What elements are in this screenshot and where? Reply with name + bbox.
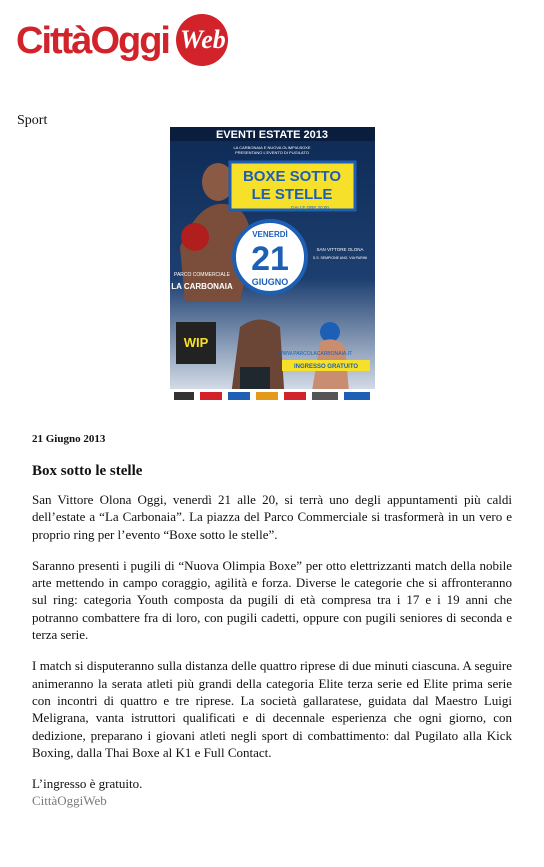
logo-text: CittàOggi bbox=[16, 20, 169, 62]
poster-title-2: LE STELLE bbox=[251, 186, 333, 203]
article-title: Box sotto le stelle bbox=[32, 463, 143, 479]
poster-title-1: BOXE SOTTO bbox=[242, 168, 342, 185]
poster-day-name: VENERDÌ bbox=[252, 230, 288, 239]
article-paragraph: Saranno presenti i pugili di “Nuova Olimpia Boxe” per otto elettrizzanti match della nobile arte mettendo in campo coraggio, agilità e forza. Diverse le categorie che si affronteranno sul ring: categoria Youth composta da pugili di età compresa tra i 17 e i 19 anni che potranno combattere fra di loro, con pugili cadetti, oppure con pugili seniores di seconda e terza serie. bbox=[32, 557, 512, 643]
poster-time: DALLE ORE 20:00 bbox=[291, 205, 329, 210]
site-logo[interactable] bbox=[16, 12, 246, 70]
poster-month: GIUGNO bbox=[251, 277, 289, 287]
poster-subline-1: LA CARBONAIA E NUOVA OLIMPIA BOXE bbox=[233, 145, 311, 150]
poster-website: WWW.PARCOLACARBONAIA.IT bbox=[277, 351, 353, 357]
article-signature: CittàOggiWeb bbox=[32, 793, 107, 808]
poster-subline-2: PRESENTANO L'EVENTO DI PUGILATO bbox=[235, 150, 309, 155]
article-paragraph: L’ingresso è gratuito. bbox=[32, 776, 143, 792]
poster-banner: EVENTI ESTATE 2013 bbox=[215, 129, 329, 141]
poster-day-number: 21 bbox=[251, 240, 289, 278]
event-poster bbox=[170, 127, 375, 403]
poster-venue: LA CARBONAIA bbox=[171, 282, 233, 291]
logo-suffix: Web bbox=[180, 25, 226, 54]
article-paragraph: San Vittore Olona Oggi, venerdì 21 alle 20, si terrà uno degli appuntamenti più caldi dell’estate a “La Carbonaia”. La piazza del Parco Commerciale si trasformerà in un vero e proprio ring per l’evento “Boxe sotto le stelle”. bbox=[32, 492, 512, 542]
poster-graphic bbox=[170, 127, 375, 403]
poster-venue-small: PARCO COMMERCIALE bbox=[173, 272, 231, 278]
poster-address: S.S. SEMPIONE ANG. VIA PARINI bbox=[312, 256, 368, 260]
article-body bbox=[32, 491, 512, 806]
poster-location: SAN VITTORE OLONA bbox=[316, 247, 364, 252]
poster-badge: WIP bbox=[183, 335, 209, 350]
section-label[interactable]: Sport bbox=[17, 113, 48, 128]
article-paragraph: I match si disputeranno sulla distanza delle quattro riprese di due minuti ciascuna. A seguire animeranno la serata atleti più grandi della categoria Elite terza serie ed Elite prima serie con incontri di quattro e tre riprese. La società gallaratese, guidata dal Maestro Luigi Meligrana, vanta istruttori qualificati e di decennale esperienza che ogni giorno, con dedizione, preparano i giovani atleti negli sport di combattimento: dal Pugilato alla Kick Boxing, dalla Thai Boxe al K1 e Full Contact. bbox=[32, 658, 512, 760]
poster-entry: INGRESSO GRATUITO bbox=[293, 364, 359, 370]
article-date: 21 Giugno 2013 bbox=[32, 433, 106, 445]
